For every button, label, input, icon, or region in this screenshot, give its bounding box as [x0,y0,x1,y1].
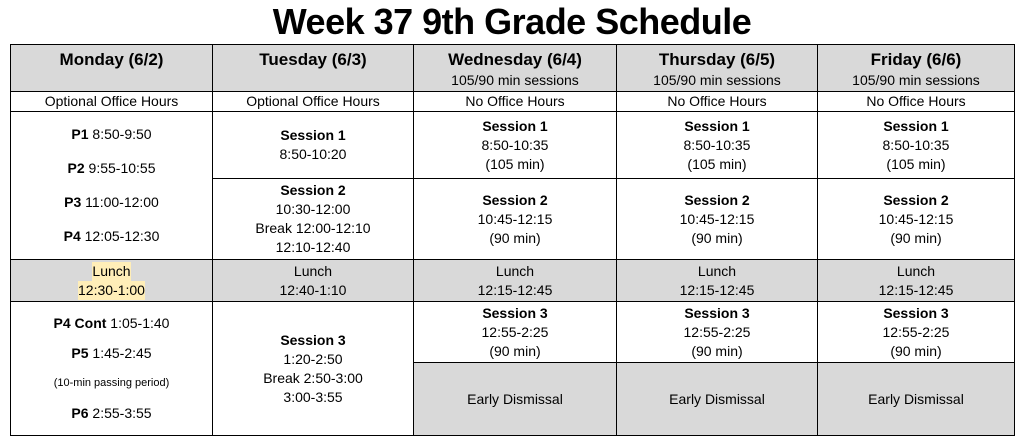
session-length: (90 min) [890,229,942,246]
lunch-label: Lunch [697,262,737,279]
lunch-time: 12:40-1:10 [279,281,347,298]
day-label: Thursday (6/5) [658,50,776,69]
period-label: P5 [71,344,89,361]
lunch-time: 12:30-1:00 [78,281,145,298]
wednesday-early-dismissal: Early Dismissal [413,362,617,436]
period-label: P4 Cont [53,314,107,331]
day-sublabel: 105/90 min sessions [653,72,781,88]
session-length: (105 min) [687,155,747,172]
break-time: Break 2:50-3:00 [263,369,363,386]
header-friday [817,44,1015,92]
session-time: 12:10-12:40 [275,239,351,255]
lunch-time: 12:15-12:45 [878,281,954,298]
session-length: (90 min) [489,342,541,359]
thursday-session-2 [616,178,818,260]
session-length: (105 min) [886,155,946,172]
thursday-early-dismissal: Early Dismissal [616,362,818,436]
header-wednesday [413,44,617,92]
session-time: 1:20-2:50 [283,350,343,367]
session-time: 12:55-2:25 [481,323,549,340]
period-time: 2:55-3:55 [92,405,152,422]
break-time: Break 12:00-12:10 [255,220,371,236]
period-label: P3 [64,193,82,210]
session-title: Session 3 [684,304,750,321]
office-hours-tuesday: Optional Office Hours [212,91,414,112]
day-label: Monday (6/2) [59,50,164,69]
session-length: (90 min) [890,342,942,359]
office-hours-monday: Optional Office Hours [10,91,213,112]
monday-lunch [10,259,213,302]
wednesday-session-1 [413,111,617,179]
wednesday-lunch [413,259,617,302]
page-title: Week 37 9th Grade Schedule [272,1,752,42]
session-title: Session 1 [684,117,750,134]
session-title: Session 3 [280,331,346,348]
period-row [71,404,151,423]
office-hours-thursday: No Office Hours [616,91,818,112]
lunch-label: Lunch [293,262,333,279]
period-time: 12:05-12:30 [84,227,160,244]
lunch-time: 12:15-12:45 [477,281,553,298]
friday-session-2 [817,178,1015,260]
thursday-lunch [616,259,818,302]
period-label: P1 [71,126,89,143]
passing-period-note: (10-min passing period) [53,377,170,390]
period-row [71,344,151,363]
day-label: Wednesday (6/4) [448,50,582,69]
period-time: 11:00-12:00 [85,193,159,210]
header-monday [10,44,213,92]
session-title: Session 1 [482,117,548,134]
session-time: 10:30-12:00 [275,201,351,217]
day-sublabel: 105/90 min sessions [451,72,579,88]
thursday-session-3 [616,301,818,363]
day-label: Tuesday (6/3) [259,50,367,69]
tuesday-session-2 [212,178,414,260]
friday-early-dismissal: Early Dismissal [817,362,1015,436]
period-row [71,125,151,144]
session-time: 10:45-12:15 [878,210,954,227]
session-title: Session 2 [684,191,750,208]
period-label: P4 [63,227,81,244]
session-time: 8:50-10:35 [882,136,950,153]
session-length: (90 min) [691,342,743,359]
day-label: Friday (6/6) [870,50,962,69]
period-row [68,159,156,178]
session-title: Session 3 [482,304,548,321]
period-row [64,193,159,212]
monday-morning-periods [10,111,213,260]
session-length: (90 min) [691,229,743,246]
session-title: Session 1 [883,117,949,134]
session-time: 3:00-3:55 [283,388,343,405]
session-title: Session 3 [883,304,949,321]
session-time: 12:55-2:25 [683,323,751,340]
session-time: 10:45-12:15 [477,210,553,227]
schedule-table [10,44,1015,436]
header-tuesday [212,44,414,92]
lunch-time: 12:15-12:45 [679,281,755,298]
session-title: Session 1 [280,127,346,143]
day-sublabel: 105/90 min sessions [852,72,980,88]
period-time: 8:50-9:50 [92,126,152,143]
lunch-label: Lunch [92,262,131,279]
lunch-label: Lunch [495,262,535,279]
monday-afternoon-periods [10,301,213,436]
session-time: 8:50-10:35 [481,136,549,153]
friday-lunch [817,259,1015,302]
period-time: 9:55-10:55 [88,160,156,177]
session-title: Session 2 [883,191,949,208]
wednesday-session-2 [413,178,617,260]
office-hours-wednesday: No Office Hours [413,91,617,112]
session-title: Session 2 [482,191,548,208]
friday-session-3 [817,301,1015,363]
session-title: Session 2 [280,182,346,198]
session-time: 8:50-10:20 [279,146,347,162]
session-length: (90 min) [489,229,541,246]
period-label: P6 [71,405,89,422]
tuesday-session-3 [212,301,414,436]
period-row [54,314,170,333]
period-label: P2 [67,160,85,177]
header-thursday [616,44,818,92]
period-row [64,227,160,246]
tuesday-session-1 [212,111,414,179]
wednesday-session-3 [413,301,617,363]
session-time: 12:55-2:25 [882,323,950,340]
period-time: 1:45-2:45 [92,344,152,361]
lunch-label: Lunch [896,262,936,279]
friday-session-1 [817,111,1015,179]
period-time: 1:05-1:40 [110,314,170,331]
session-time: 10:45-12:15 [679,210,755,227]
tuesday-lunch [212,259,414,302]
session-time: 8:50-10:35 [683,136,751,153]
thursday-session-1 [616,111,818,179]
office-hours-friday: No Office Hours [817,91,1015,112]
session-length: (105 min) [485,155,545,172]
